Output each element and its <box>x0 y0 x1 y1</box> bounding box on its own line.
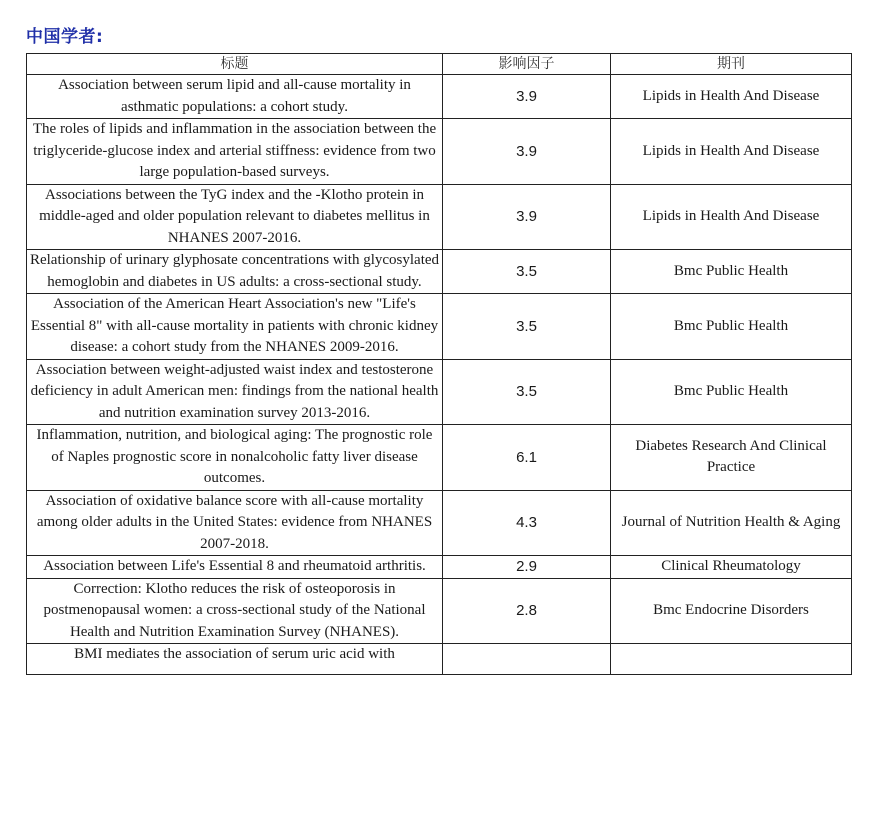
column-header-title: 标题 <box>27 54 443 75</box>
impact-factor: 4.3 <box>443 490 611 556</box>
papers-table <box>26 53 852 675</box>
paper-title: The roles of lipids and inflammation in the association between the triglyceride-glucose index and arterial stiffness: evidence from two large population-based surveys. <box>27 119 443 185</box>
journal-name: Journal of Nutrition Health & Aging <box>611 490 852 556</box>
paper-title: Association between Life's Essential 8 and rheumatoid arthritis. <box>27 556 443 579</box>
impact-factor: 3.9 <box>443 184 611 250</box>
journal-name: Bmc Public Health <box>611 359 852 425</box>
journal-name: Diabetes Research And Clinical Practice <box>611 425 852 491</box>
paper-title: Association of the American Heart Association's new "Life's Essential 8" with all-cause mortality in patients with chronic kidney disease: a cohort study from the NHANES 2009-2016. <box>27 294 443 360</box>
column-header-impact-factor: 影响因子 <box>443 54 611 75</box>
impact-factor: 3.9 <box>443 119 611 185</box>
impact-factor: 2.8 <box>443 578 611 644</box>
journal-name: Clinical Rheumatology <box>611 556 852 579</box>
paper-title: Association of oxidative balance score with all-cause mortality among older adults in the United States: evidence from NHANES 2007-2018. <box>27 490 443 556</box>
paper-title <box>27 644 443 675</box>
table-row <box>27 184 852 250</box>
paper-title: Inflammation, nutrition, and biological aging: The prognostic role of Naples prognostic score in nonalcoholic fatty liver disease outcomes. <box>27 425 443 491</box>
table-row <box>27 119 852 185</box>
paper-title: Associations between the TyG index and the -Klotho protein in middle-aged and older population relevant to diabetes mellitus in NHANES 2007-2016. <box>27 184 443 250</box>
paper-title: Relationship of urinary glyphosate concentrations with glycosylated hemoglobin and diabetes in US adults: a cross-sectional study. <box>27 250 443 294</box>
table-row <box>27 425 852 491</box>
paper-title: Correction: Klotho reduces the risk of osteoporosis in postmenopausal women: a cross-sectional study of the National Health and Nutrition Examination Survey (NHANES). <box>27 578 443 644</box>
section-heading: 中国学者: <box>26 27 104 47</box>
table-header-row <box>27 54 852 75</box>
table-row <box>27 294 852 360</box>
journal-name: Lipids in Health And Disease <box>611 184 852 250</box>
column-header-journal: 期刊 <box>611 54 852 75</box>
paper-title: Association between weight-adjusted waist index and testosterone deficiency in adult American men: findings from the national health and nutrition examination survey 2013-2016. <box>27 359 443 425</box>
paper-title-clipped: BMI mediates the association of serum uric acid with <box>74 646 395 662</box>
impact-factor: 6.1 <box>443 425 611 491</box>
table-row <box>27 556 852 579</box>
impact-factor: 3.5 <box>443 294 611 360</box>
journal-name: Lipids in Health And Disease <box>611 75 852 119</box>
journal-name <box>611 644 852 675</box>
journal-name: Bmc Public Health <box>611 294 852 360</box>
table-row <box>27 250 852 294</box>
impact-factor: 2.9 <box>443 556 611 579</box>
table-row-partial <box>27 644 852 675</box>
table-row <box>27 578 852 644</box>
journal-name: Bmc Public Health <box>611 250 852 294</box>
table-row <box>27 359 852 425</box>
journal-name: Lipids in Health And Disease <box>611 119 852 185</box>
table-row <box>27 75 852 119</box>
impact-factor: 3.5 <box>443 359 611 425</box>
impact-factor: 3.9 <box>443 75 611 119</box>
journal-name: Bmc Endocrine Disorders <box>611 578 852 644</box>
impact-factor <box>443 644 611 675</box>
impact-factor: 3.5 <box>443 250 611 294</box>
paper-title: Association between serum lipid and all-cause mortality in asthmatic populations: a cohort study. <box>27 75 443 119</box>
table-row <box>27 490 852 556</box>
